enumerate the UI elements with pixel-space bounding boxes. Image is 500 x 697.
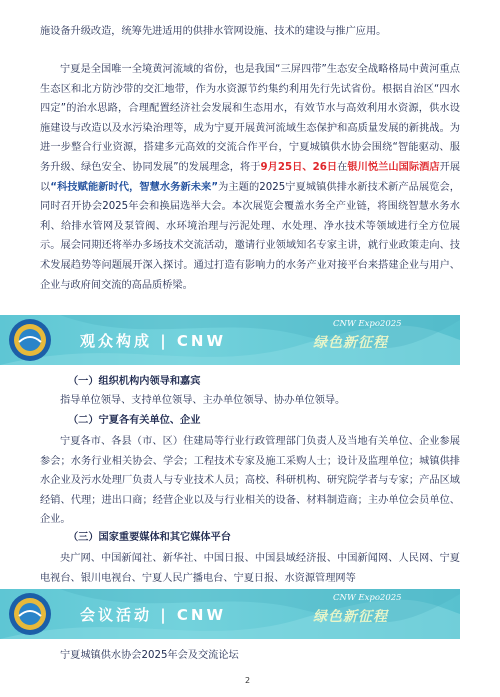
section-banner-audience <box>0 315 460 365</box>
units-text: 宁夏各市、各县（市、区）住建局等行业行政管理部门负责人及当地有关单位、企业参展参会；水务行业相关协会、学会；工程技术专家及施工采购人士；设计及监理单位；城镇供排水企业及污水处理厂负责人与专业技术人员；高校、科研机构、研究院学者与专家；产品区域经销、代理；进出口商；经营企业以及与行业相关的设备、材料制造商；主办单位会员单位、企业。 <box>40 436 460 526</box>
heading-organizers: （一）组织机构内领导和嘉宾 <box>68 376 201 387</box>
intro-text-a: 宁夏是全国唯一全境黄河流域的省份，也是我国“三屏四带”生态安全战略格局中黄河重点生态区和北方防沙带的交汇地带，作为水资源节约集约利用先行先试省份。根据自治区“四水四定”的治水思路，合理配置经济社会发展和生态用水，有效节水与高效利用水资源，供水设施建设与改造以及水污染治理等，成为宁夏开展黄河流域生态保护和高质量发展的新挑战。为进一步整合行业资源，搭建多元高效的交流合作平台，宁夏城镇供水协会围绕“智能驱动、服务升级、绿色安全、协同发展”的发展理念，将于 <box>40 64 460 173</box>
heading-units: （二）宁夏各有关单位、企业 <box>68 415 201 426</box>
intro-text-c: 为主题的2025宁夏城镇供排水新技术新产品展览会，同时召开协会2025年会和换届选举大会。本次展览会覆盖水务全产业链，将围绕智慧水务水利、给排水管网及泵管阀、水环境治理与污泥处理、水处理、净水技术等领域进行全方位展示。展会同期还将举办多场技术交流活动，邀请行业领域知名专家主讲，就行业政策走向、技术发展趋势等问题展开深入探讨。通过打造有影响力的水务产业对接平台来搭建企业与用户、企业与政府间交流的高品质桥梁。 <box>40 181 460 291</box>
event-date: 9月25日、26日 <box>260 161 338 173</box>
intro-text-b: 开展以 <box>40 161 461 193</box>
event-venue: 银川悦兰山国际酒店 <box>347 161 440 173</box>
media-text: 央广网、中国新闻社、新华社、中国日报、中国县域经济报、中国新闻网、人民网、宁夏电视台、银川电视台、宁夏人民广播电台、宁夏日报、水资源管理网等 <box>40 553 460 584</box>
cnw-logo-icon <box>8 318 52 362</box>
event-theme: “科技赋能新时代，智慧水务新未来” <box>50 181 219 193</box>
banner-slogan: 绿色新征程 <box>313 609 388 625</box>
banner-title: 会议活动 | CNW <box>80 606 227 624</box>
page-number: 2 <box>245 676 251 685</box>
banner-expo-label: CNW Expo2025 <box>333 593 402 603</box>
organizers-text: 指导单位领导、支持单位领导、主办单位领导、协办单位领导。 <box>60 395 346 406</box>
cnw-logo-icon <box>8 592 52 636</box>
heading-media: （三）国家重要媒体和其它媒体平台 <box>68 532 231 543</box>
intro-text-mid: 在 <box>337 161 348 173</box>
intro-paragraph <box>40 60 460 295</box>
section-banner-activities <box>0 589 460 639</box>
intro-line: 施设备升级改造，统筹先进适用的供排水管网设施、技术的建设与推广应用。 <box>40 26 387 37</box>
activity-item: 宁夏城镇供水协会2025年会及交流论坛 <box>60 650 239 661</box>
banner-title: 观众构成 | CNW <box>80 332 227 350</box>
banner-slogan: 绿色新征程 <box>313 335 388 351</box>
banner-expo-label: CNW Expo2025 <box>333 319 402 329</box>
